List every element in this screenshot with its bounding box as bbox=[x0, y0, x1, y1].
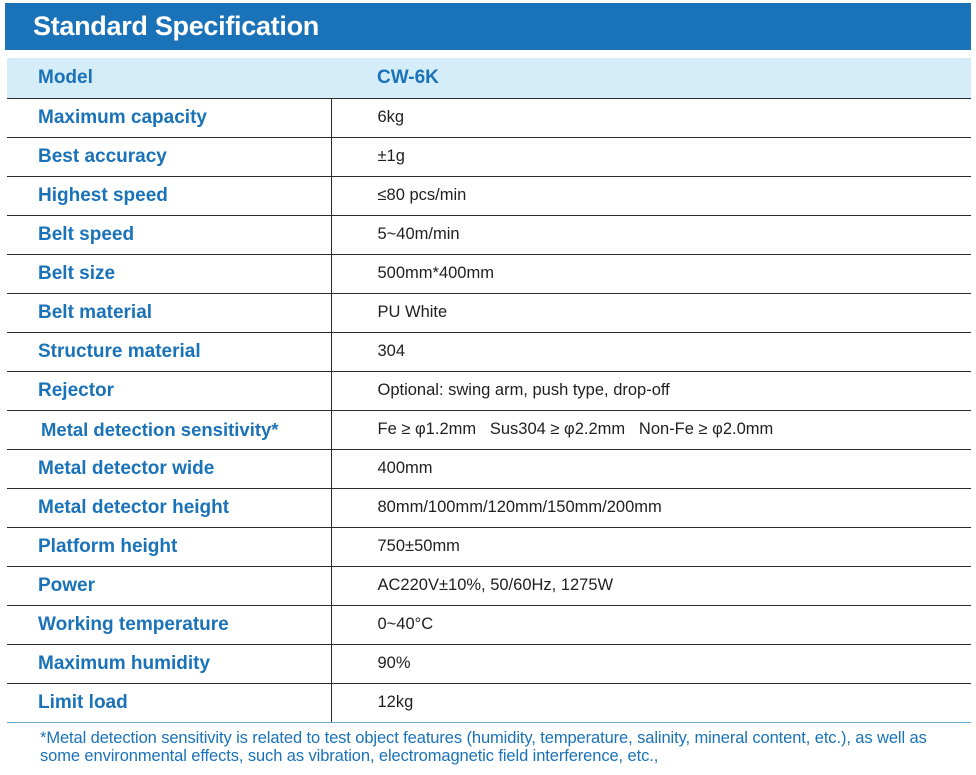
spec-label: Maximum capacity bbox=[7, 98, 331, 137]
spec-label: Highest speed bbox=[7, 176, 331, 215]
spec-label: Maximum humidity bbox=[7, 644, 331, 683]
spec-value: 6kg bbox=[331, 98, 971, 137]
spec-value: ±1g bbox=[331, 137, 971, 176]
spec-label: Best accuracy bbox=[7, 137, 331, 176]
table-row bbox=[7, 410, 971, 449]
spec-label: Structure material bbox=[7, 332, 331, 371]
table-row bbox=[7, 98, 971, 137]
spec-value: 750±50mm bbox=[331, 527, 971, 566]
table-row bbox=[7, 644, 971, 683]
table-row bbox=[7, 683, 971, 722]
spec-value: 0~40°C bbox=[331, 605, 971, 644]
table-row bbox=[7, 332, 971, 371]
spec-value: Fe ≥ φ1.2mm Sus304 ≥ φ2.2mm Non-Fe ≥ φ2.0mm bbox=[331, 410, 971, 449]
table-row bbox=[7, 215, 971, 254]
spec-value: 400mm bbox=[331, 449, 971, 488]
spec-label: Rejector bbox=[7, 371, 331, 410]
spec-label: Power bbox=[7, 566, 331, 605]
spec-label: Limit load bbox=[7, 683, 331, 722]
table-row bbox=[7, 254, 971, 293]
spec-value: Optional: swing arm, push type, drop-off bbox=[331, 371, 971, 410]
spec-value: 80mm/100mm/120mm/150mm/200mm bbox=[331, 488, 971, 527]
page-title: Standard Specification bbox=[33, 11, 319, 41]
spec-value: PU White bbox=[331, 293, 971, 332]
spec-value: 90% bbox=[331, 644, 971, 683]
spec-label: Belt size bbox=[7, 254, 331, 293]
spec-value: 12kg bbox=[331, 683, 971, 722]
header-value: CW-6K bbox=[331, 58, 971, 98]
table-row bbox=[7, 488, 971, 527]
spec-label: Metal detector height bbox=[7, 488, 331, 527]
spec-label: Belt material bbox=[7, 293, 331, 332]
spec-value: 304 bbox=[331, 332, 971, 371]
spec-value: 500mm*400mm bbox=[331, 254, 971, 293]
spec-value: 5~40m/min bbox=[331, 215, 971, 254]
spec-value: ≤80 pcs/min bbox=[331, 176, 971, 215]
spec-table bbox=[7, 58, 971, 723]
table-row bbox=[7, 566, 971, 605]
spec-label: Platform height bbox=[7, 527, 331, 566]
table-row bbox=[7, 137, 971, 176]
table-row bbox=[7, 449, 971, 488]
spec-label: Working temperature bbox=[7, 605, 331, 644]
spec-label: Belt speed bbox=[7, 215, 331, 254]
footnote: *Metal detection sensitivity is related to test object features (humidity, temperature, salinity, mineral content, etc.), as well as some environmental effects, such as vibration, electromagnetic field interference, etc., bbox=[40, 729, 927, 765]
header-label: Model bbox=[7, 58, 331, 98]
table-row bbox=[7, 293, 971, 332]
table-row bbox=[7, 176, 971, 215]
table-row bbox=[7, 605, 971, 644]
spec-label: Metal detector wide bbox=[7, 449, 331, 488]
table-row bbox=[7, 527, 971, 566]
title-bar bbox=[5, 3, 971, 50]
spec-value: AC220V±10%, 50/60Hz, 1275W bbox=[331, 566, 971, 605]
table-row bbox=[7, 371, 971, 410]
table-header-row bbox=[7, 58, 971, 98]
spec-label: Metal detection sensitivity* bbox=[7, 410, 331, 449]
